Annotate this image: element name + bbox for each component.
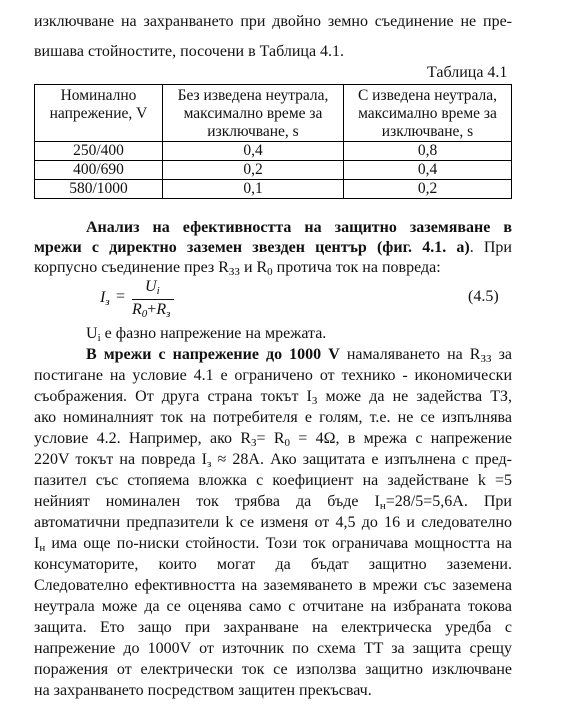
header-with-neutral	[344, 85, 512, 142]
table-cell: 580/1000	[35, 180, 163, 199]
subscript: 0	[141, 308, 148, 320]
subscript: з	[166, 308, 171, 320]
formula-symbol: R	[132, 301, 142, 318]
formula-symbol: +	[147, 301, 157, 318]
header-text: изключване, s	[381, 123, 474, 140]
header-without-neutral	[163, 85, 344, 142]
formula-numerator	[145, 278, 160, 296]
table-cell: 250/400	[35, 142, 163, 161]
table-caption: Таблица 4.1	[427, 64, 508, 81]
para-line-4: ако номиналният ток на потребителя е голям, т.е. не се изпълнява	[34, 409, 512, 426]
para-line-16: поражения от електрически ток се използва защитно изключване	[34, 661, 512, 678]
table-cell: 0,4	[344, 161, 512, 180]
header-text: напрежение, V	[49, 105, 148, 122]
ui-definition-line	[86, 324, 326, 343]
table-cell: 400/690	[35, 161, 163, 180]
para-line-12: Следователно ефективността на заземяването в мрежи със заземена	[34, 577, 512, 594]
header-text: Номинално	[60, 87, 137, 104]
table-header-row	[35, 85, 512, 142]
table-row	[35, 161, 512, 180]
text: е фазно напрежение на мрежата.	[100, 325, 327, 342]
para-line-6	[34, 450, 512, 469]
text: нейният номинален ток трябва да бъде I	[34, 493, 380, 510]
para-line-5	[34, 429, 512, 448]
para-line-3	[34, 387, 512, 406]
section-heading-line-1	[86, 218, 512, 237]
table-cell: 0,2	[163, 161, 344, 180]
text: съображения. От друга страна токът I	[34, 388, 312, 405]
text: I	[34, 535, 40, 552]
section-line-3	[34, 258, 441, 277]
formula-symbol: U	[145, 278, 157, 295]
formula-equals: =	[116, 288, 126, 305]
text: има още по-ниски стойности. Този ток ограничава мощността на	[45, 535, 512, 552]
section-text: протича ток на повреда:	[272, 259, 441, 276]
para-line-17: на захранването посредством защитен прекъсвач.	[34, 682, 372, 699]
header-nominal-voltage	[35, 85, 163, 142]
subscript: З	[251, 437, 257, 449]
table-row	[35, 180, 512, 199]
table-cell: 0,1	[163, 180, 344, 199]
text: 220V токът на повреда I	[34, 451, 207, 468]
section-heading-bold: Анализ на ефективността на защитно заземяване в	[86, 219, 512, 236]
para-line-13: неутрала може да се оценява само с отчитане на избраната токова	[34, 598, 512, 615]
section-heading-line-2	[34, 238, 512, 257]
intro-line-2: вишава стойностите, посочени в Таблица 4.1.	[34, 43, 345, 60]
subscript: н	[39, 542, 46, 554]
subscript: з	[105, 296, 110, 308]
text: U	[86, 325, 98, 342]
subscript: З	[311, 395, 318, 407]
fraction-bar	[132, 299, 174, 300]
para-bold: В мрежи с напрежение до 1000 V	[86, 346, 340, 363]
header-text: максимално време за	[358, 105, 497, 122]
section-heading-bold: мрежи с директно заземен звезден център (фиг. 4.1. а)	[34, 239, 470, 256]
subscript: ЗЗ	[480, 353, 492, 365]
table-cell: 0,2	[344, 180, 512, 199]
subscript: н	[379, 500, 386, 512]
formula-lhs	[100, 289, 110, 307]
text: може да не задейства ТЗ,	[317, 388, 513, 405]
section-text: и R	[239, 259, 268, 276]
para-line-14: защита. Ето защо при захранване на електрическа уредба с	[34, 619, 512, 636]
para-line-1	[86, 345, 512, 364]
para-line-2: постигане на условие 4.1 е ограничено от технико - икономически	[34, 367, 512, 384]
text: условие 4.2. Например, ако R	[34, 430, 251, 447]
subscript: i	[156, 285, 160, 297]
formula-4-5	[100, 280, 220, 320]
table-cell: 0,4	[163, 142, 344, 161]
subscript: 0	[284, 437, 291, 449]
subscript: i	[97, 332, 101, 344]
text: ≈ 28A. Ако защитата е изпълнена с пред-	[211, 451, 512, 468]
table-cell: 0,8	[344, 142, 512, 161]
formula-symbol: R	[156, 301, 167, 318]
section-text: корпусно съединение през R	[34, 259, 229, 276]
equation-number: (4.5)	[468, 288, 499, 305]
table-row	[35, 142, 512, 161]
formula-symbol: I	[100, 289, 106, 306]
text: =28/5=5,6A. При	[385, 493, 512, 510]
section-text: . При	[469, 239, 512, 256]
header-text: изключване, s	[207, 123, 299, 140]
intro-line-1: изключване на захранването при двойно земно съединение не пре-	[34, 13, 512, 30]
text: = 4Ω, в мрежа с напрежение	[290, 430, 512, 447]
subscript: 0	[267, 266, 273, 278]
header-text: максимално време за	[183, 105, 323, 122]
para-line-11: консуматорите, които могат да бъдат защитно заземени.	[34, 556, 512, 573]
para-line-7: пазител със стопяема вложка с коефициент на задействане k =5	[34, 472, 512, 489]
para-line-15: напрежение до 1000V от източник по схема TT за защита срещу	[34, 640, 512, 657]
para-line-8	[34, 492, 512, 511]
header-text: С изведена неутрала,	[357, 87, 498, 104]
table-4-1	[34, 84, 512, 199]
header-text: Без изведена неутрала,	[177, 87, 329, 104]
text: за	[491, 346, 513, 363]
subscript: з	[206, 458, 212, 470]
para-line-9: автоматични предпазители k се изменя от 4,5 до 16 и следователно	[34, 514, 512, 531]
para-line-10	[34, 534, 512, 553]
subscript: ЗЗ	[228, 266, 240, 278]
text: намаляването на R	[339, 346, 481, 363]
text: = R	[256, 430, 285, 447]
formula-denominator	[132, 301, 170, 319]
